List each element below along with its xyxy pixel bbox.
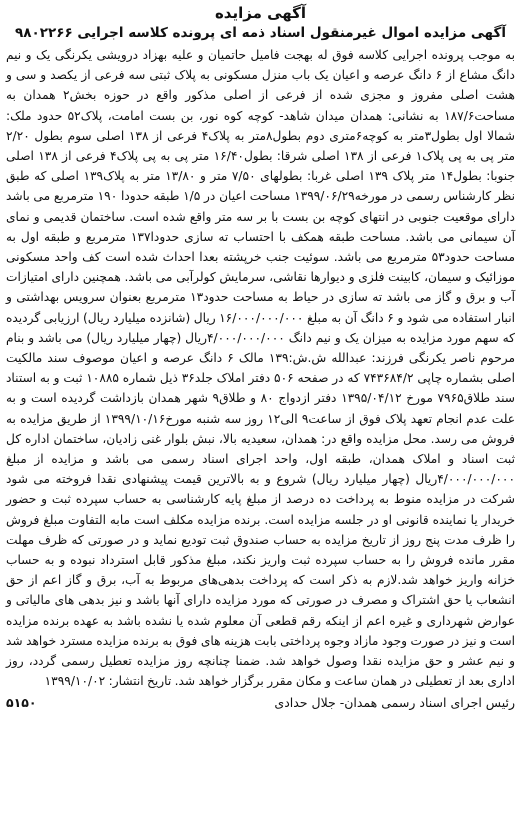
signature-line: رئیس اجرای اسناد رسمی همدان- جلال حدادی	[274, 694, 515, 710]
notice-headline: آگهی مزایده	[214, 4, 307, 22]
ad-code: ۵۱۵۰	[6, 694, 37, 710]
notice-subheadline: آگهی مزایده اموال غیرمنقول اسناد ذمه ای پرونده کلاسه اجرایی ۹۸۰۲۲۶۶	[15, 25, 506, 41]
notice-body: به موجب پرونده اجرایی کلاسه فوق له بهجت فامیل حاتمیان و علیه بهزاد درویشی یکرنگی یک و نیم دانگ مشاع از ۶ دانگ عرصه و اعیان یک باب منزل مسکونی به پلاک ثبتی سه فرعی از یکصد و سی و هشت اصلی مفروز و مجزی شده از فرعی از اصلی مذکور واقع در حوزه بخش۲ همدان به مساحت۱۸۷/۶ به نشانی: همدان میدان شاهد- کوچه کوه نور، بن بست امامت، پلاک۵۲ حدود ملک: شمالا اول بطول۳متر به کوچه۶متری دوم بطول۸متر به پلاک۴ فرعی از ۱۳۸ اصلی سوم بطول ۲/۲۰ متر پی به پی پلاک۱ فرعی از ۱۳۸ اصلی شرقا: بطول۱۶/۴۰ متر پی به پی پلاک۴ فرعی از ۱۳۸ اصلی جنوبا: بطول۱۴ متر پلاک ۱۳۹ اصلی غربا: بطولهای ۷/۵۰ متر و ۱۳/۸۰ متر به پلاک۱۳۹ اصلی که طبق نظر کارشناس رسمی در مورخه۱۳۹۹/۰۶/۲۹ مساحت اعیان در ۱/۵ طبقه حدودا ۱۹۰ مترمربع می باشد دارای موقعیت جنوبی در انتهای کوچه بن بست با بر سه متر واقع شده است. ساختمان قدیمی و نمای آن سیمانی می باشد. مساحت طبقه همکف با احتساب ته سازی حدودا۱۳۷ مترمربع و طبقه اول به مساحت حدود۵۳ مترمربع می باشد. سوئیت جنب خرپشته بعدا احداث شده است کف واحد مسکونی موزائیک و سیمان، کابینت فلزی و دیوارها نقاشی، سرمایش کولرآبی می باشد. همچنین دارای امتیازات آب و برق و گاز می باشد ته سازی در حیاط به مساحت حدود۱۳ مترمربع بعنوان سرویس بهداشتی و انبار استفاده می شود و ۶ دانگ آن به مبلغ ۱۶/۰۰۰/۰۰۰/۰۰۰ ریال (شانزده میلیارد ریال) ارزیابی گردیده که سهم مورد مزایده به میزان یک و نیم دانگ ۴/۰۰۰/۰۰۰/۰۰۰ریال (چهار میلیارد ریال) می باشد و بنام مرحوم ناصر یکرنگی فرزند: عبدالله ش.ش:۱۳۹ مالک ۶ دانگ عرصه و اعیان موصوف سند مالکیت اصلی بشماره چاپی ۷۴۳۶۸۴/۲ که در صفحه ۵۰۶ دفتر املاک جلد۳۶ ذیل شماره ۱۰۸۸۵ ثبت و به استناد سند طلاق۷۹۶۵ مورخ ۱۳۹۵/۰۴/۱۲ دفتر ازدواج ۸۰ و طلاق۹ شهر همدان بازداشت گردیده است و به علت عدم انجام تعهد پلاک فوق از ساعت۹ الی۱۲ روز سه شنبه مورخ۱۳۹۹/۱۰/۱۶ از طریق مزایده به فروش می رسد. محل مزایده واقع در: همدان، سعیدیه بالا، نبش بلوار غنی زادیان، ساختمان اداره کل ثبت اسناد و املاک همدان، طبقه اول، واحد اجرای اسناد رسمی می باشد و مزایده از مبلغ ۴/۰۰۰/۰۰۰/۰۰۰ریال (چهار میلیارد ریال) شروع و به بالاترین قیمت پیشنهادی نقدا فروخته می شود شرکت در مزایده منوط به پرداخت ده درصد از مبلغ پایه کارشناسی به حساب سپرده ثبت و حضور خریدار یا نماینده قانونی او در جلسه مزایده است. برنده مزایده مکلف است مابه التفاوت مبلغ فروش را ظرف مدت پنج روز از تاریخ مزایده به حساب صندوق ثبت تودیع نماید و در صورتی که ظرف مهلت مقرر مانده فروش را به حساب سپرده ثبت واریز نکند، مبلغ مذکور قابل استرداد نبوده و به حساب خزانه واریز خواهد شد.لازم به ذکر است که پرداخت بدهی‌های مربوط به آب، برق و گاز اعم از حق انشعاب یا حق اشتراک و مصرف در صورتی که مورد مزایده دارای آنها باشد و نیز بدهی های مالیاتی و عوارض شهرداری و غیره اعم از اینکه رقم قطعی آن معلوم شده یا نشده باشد به عهده برنده مزایده است و نیز در صورت وجود مازاد وجوه پرداختی بابت هزینه های فوق به برنده مزایده مسترد خواهد شد و نیم عشر و حق مزایده نقدا وصول خواهد شد. ضمنا چنانچه روز مزایده تعطیل رسمی گردد، روز اداری بعد از تعطیلی در همان ساعت و مکان مقرر برگزار خواهد شد. تاریخ انتشار: ۱۳۹۹/۱۰/۰۲	[6, 48, 516, 689]
notice-footer	[6, 693, 515, 713]
